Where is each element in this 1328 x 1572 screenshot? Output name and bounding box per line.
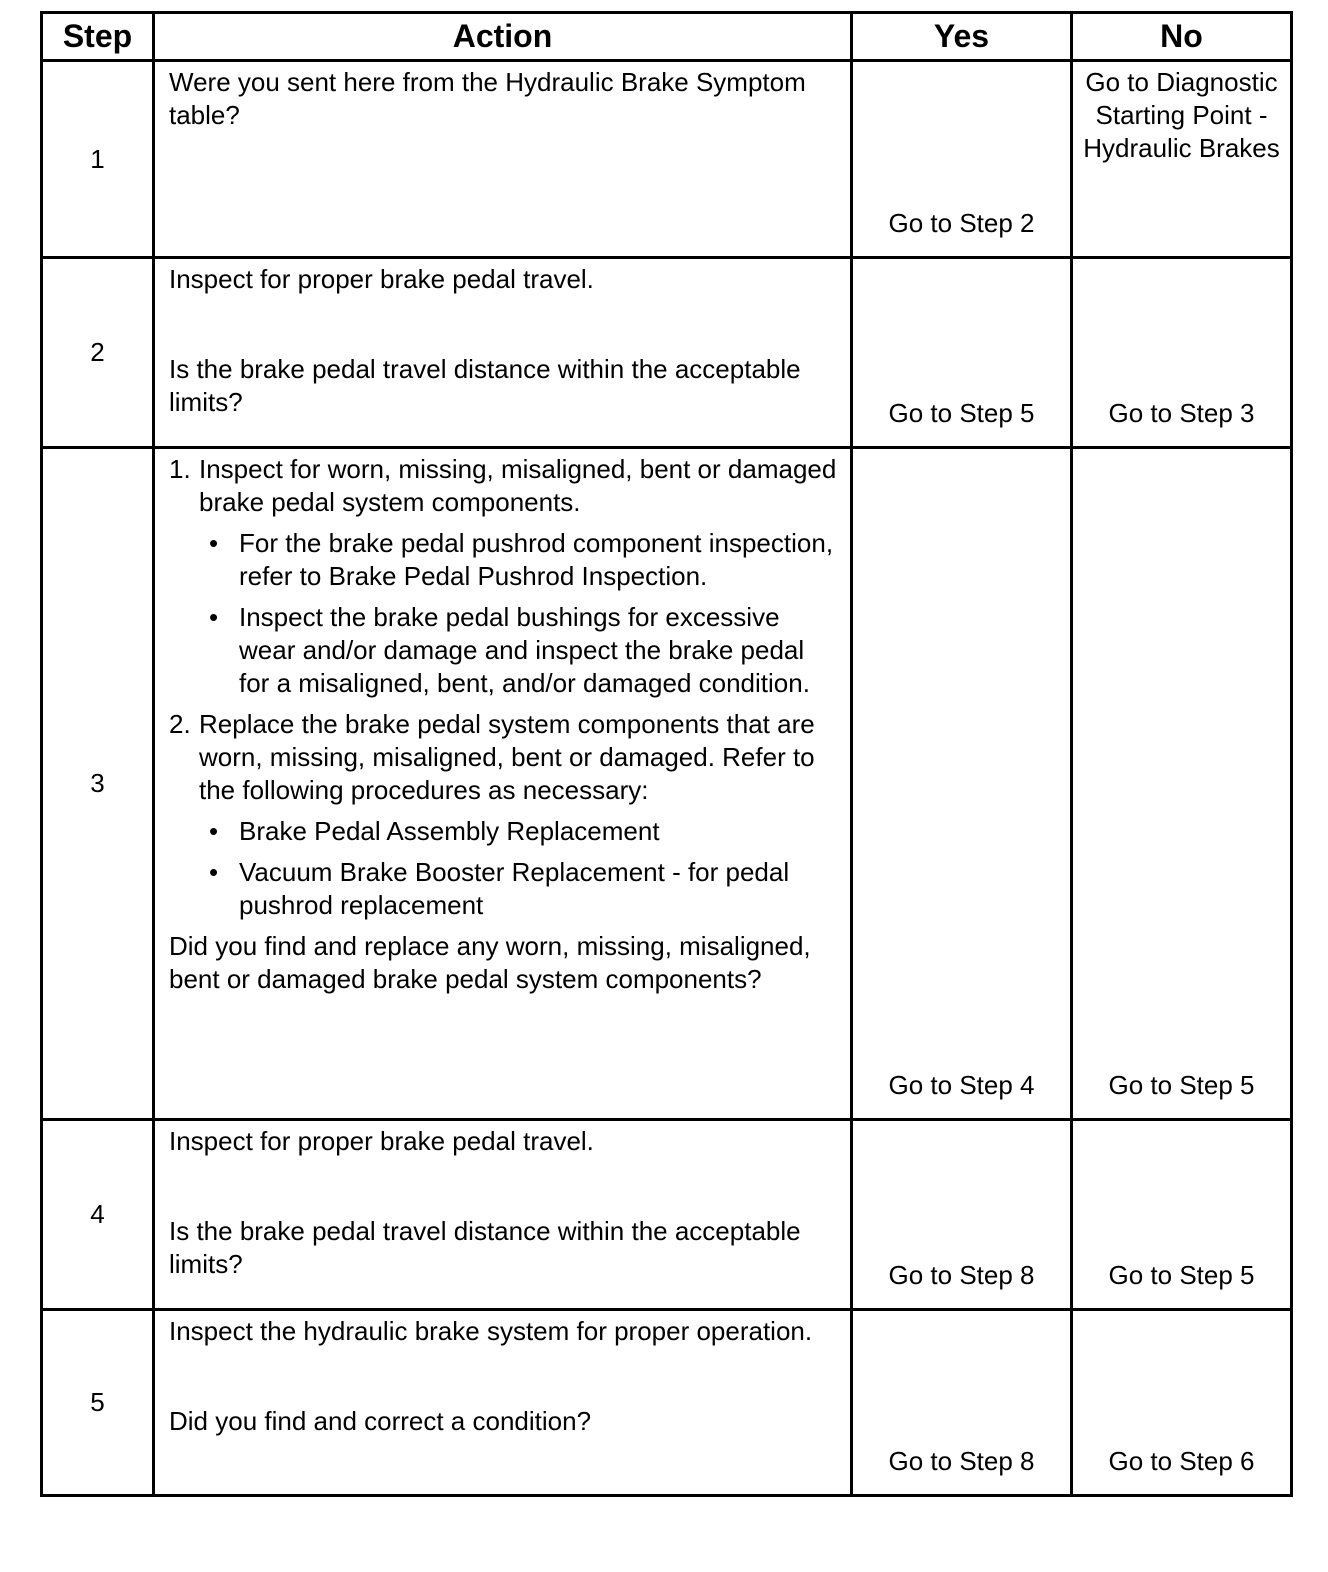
sub-list <box>199 527 838 700</box>
action-question: Did you find and replace any worn, missing, misaligned, bent or damaged brake pedal system components? <box>169 931 811 994</box>
header-step: Step <box>42 13 154 61</box>
no-cell: Go to Step 3 <box>1072 258 1292 448</box>
action-cell <box>154 1310 852 1496</box>
header-yes: Yes <box>852 13 1072 61</box>
yes-cell: Go to Step 2 <box>852 61 1072 258</box>
yes-cell: Go to Step 8 <box>852 1120 1072 1310</box>
header-no: No <box>1072 13 1292 61</box>
table-row <box>42 61 1292 258</box>
action-text: Inspect for proper brake pedal travel. <box>169 264 594 294</box>
step-number: 1 <box>42 61 154 258</box>
header-row <box>42 13 1292 61</box>
action-cell <box>154 258 852 448</box>
action-cell <box>154 61 852 258</box>
procedure-list <box>169 453 838 922</box>
no-cell <box>1072 61 1292 258</box>
action-text: Were you sent here from the Hydraulic Brake Symptom table? <box>169 67 806 130</box>
item-text: Inspect for worn, missing, misaligned, bent or damaged brake pedal system components. <box>199 454 837 517</box>
bullet-icon: • <box>209 528 219 558</box>
no-cell: Go to Step 6 <box>1072 1310 1292 1496</box>
action-text: Inspect the hydraulic brake system for proper operation. <box>169 1316 813 1346</box>
sub-item <box>199 527 838 593</box>
sub-item-text: Vacuum Brake Booster Replacement - for pedal pushrod replacement <box>239 857 790 920</box>
diagnostic-table <box>40 11 1293 1497</box>
table-row <box>42 1310 1292 1496</box>
action-question: Is the brake pedal travel distance within the acceptable limits? <box>169 1216 801 1279</box>
bullet-icon: • <box>209 602 219 632</box>
item-text: Replace the brake pedal system components that are worn, missing, misaligned, bent or damaged. Refer to the following procedures as necessary: <box>199 709 815 805</box>
header-action: Action <box>154 13 852 61</box>
no-text: Go to Diagnostic Starting Point - Hydraulic Brakes <box>1083 67 1280 163</box>
yes-cell: Go to Step 4 <box>852 448 1072 1120</box>
sub-item <box>199 601 838 700</box>
procedure-item <box>169 453 838 700</box>
action-question: Is the brake pedal travel distance within the acceptable limits? <box>169 354 801 417</box>
action-cell <box>154 448 852 1120</box>
action-text: Inspect for proper brake pedal travel. <box>169 1126 594 1156</box>
step-number: 3 <box>42 448 154 1120</box>
procedure-item <box>169 708 838 922</box>
sub-list <box>199 815 838 922</box>
yes-cell: Go to Step 5 <box>852 258 1072 448</box>
sub-item <box>199 815 838 848</box>
table-row <box>42 1120 1292 1310</box>
sub-item <box>199 856 838 922</box>
table-row <box>42 258 1292 448</box>
no-cell: Go to Step 5 <box>1072 448 1292 1120</box>
bullet-icon: • <box>209 816 219 846</box>
action-question: Did you find and correct a condition? <box>169 1406 592 1436</box>
sub-item-text: For the brake pedal pushrod component inspection, refer to Brake Pedal Pushrod Inspection. <box>239 528 834 591</box>
sub-item-text: Brake Pedal Assembly Replacement <box>239 816 660 846</box>
item-number: 2. <box>169 709 191 739</box>
bullet-icon: • <box>209 857 219 887</box>
step-number: 5 <box>42 1310 154 1496</box>
item-number: 1. <box>169 454 191 484</box>
step-number: 4 <box>42 1120 154 1310</box>
yes-cell: Go to Step 8 <box>852 1310 1072 1496</box>
table-row <box>42 448 1292 1120</box>
step-number: 2 <box>42 258 154 448</box>
sub-item-text: Inspect the brake pedal bushings for excessive wear and/or damage and inspect the brake pedal for a misaligned, bent, and/or damaged condition. <box>239 602 810 698</box>
no-cell: Go to Step 5 <box>1072 1120 1292 1310</box>
action-cell <box>154 1120 852 1310</box>
